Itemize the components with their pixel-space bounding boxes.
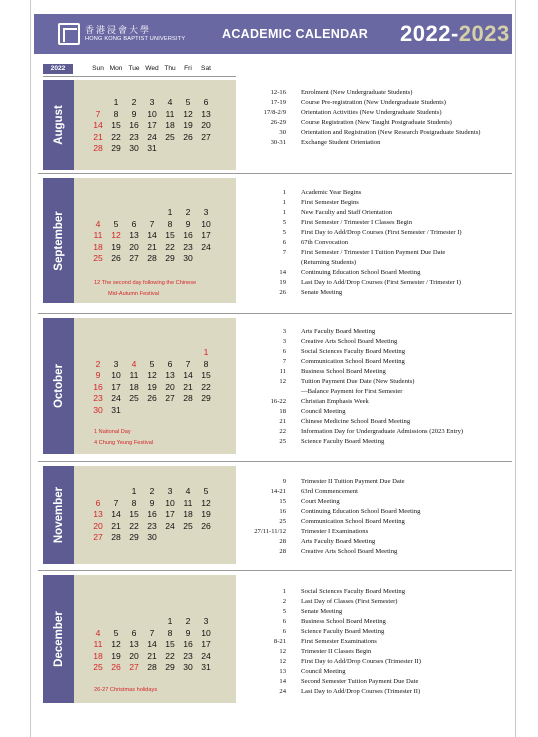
event-date: 12 — [279, 658, 286, 665]
event-description: 67th Convocation — [301, 239, 349, 246]
event-description: Course Registration (New Taught Postgraduate Students) — [301, 119, 452, 126]
event-description: Creative Arts School Board Meeting — [301, 338, 398, 345]
event-description: First Day to Add/Drop Courses (Trimester II) — [301, 658, 421, 665]
calendar-day: 17 — [111, 381, 121, 392]
calendar-day: 15 — [111, 120, 121, 131]
calendar-day: 7 — [149, 627, 155, 638]
calendar-day: 24 — [201, 241, 211, 252]
calendar-day: 29 — [165, 253, 175, 264]
calendar-day: 23 — [129, 131, 139, 142]
event-description: Tuition Payment Due Date (New Students) — [301, 378, 415, 385]
event-description: —Balance Payment for First Semester — [301, 388, 403, 395]
calendar-day: 8 — [167, 627, 173, 638]
calendar-day: 10 — [111, 370, 121, 381]
calendar-day: 11 — [165, 108, 175, 119]
calendar-day: 12 — [147, 370, 157, 381]
calendar-year-tag: 2022 — [43, 64, 73, 74]
calendar-day: 22 — [129, 520, 139, 531]
event-description: Chinese Medicine School Board Meeting — [301, 418, 411, 425]
calendar-day: 12 — [111, 639, 121, 650]
academic-year-end: 2023 — [458, 21, 510, 46]
calendar-day: 17 — [165, 509, 175, 520]
logo-chinese-name: 香港浸會大學 — [85, 26, 152, 36]
calendar-day: 30 — [183, 253, 193, 264]
calendar-day: 26 — [183, 131, 193, 142]
event-date: 12 — [279, 378, 286, 385]
calendar-day: 27 — [93, 532, 103, 543]
calendar-day: 5 — [113, 218, 119, 229]
academic-year — [400, 21, 510, 47]
event-description: Council Meeting — [301, 668, 346, 675]
calendar-day: 1 — [167, 616, 173, 626]
calendar-day: 27 — [129, 253, 139, 264]
weekday-header: Mon — [109, 65, 123, 72]
calendar-day: 10 — [201, 627, 211, 638]
calendar-day: 20 — [93, 520, 103, 531]
calendar-day: 31 — [147, 143, 157, 154]
event-date: 27/11-11/12 — [254, 528, 286, 535]
calendar-day: 29 — [201, 393, 211, 404]
calendar-day: 18 — [93, 241, 103, 252]
calendar-day: 6 — [203, 97, 209, 107]
calendar-day: 14 — [93, 120, 103, 131]
weekday-header: Sun — [92, 65, 104, 72]
month-name: September — [52, 210, 65, 271]
month-label-bar — [43, 575, 74, 703]
calendar-day: 9 — [149, 497, 155, 508]
event-description: Trimester II Classes Begin — [301, 648, 372, 655]
event-description: Communication School Board Meeting — [301, 518, 405, 525]
page-title: ACADEMIC CALENDAR — [222, 27, 369, 41]
calendar-day: 20 — [129, 241, 139, 252]
event-description: Last Day to Add/Drop Courses (Trimester II) — [301, 688, 421, 695]
event-date: 5 — [282, 219, 286, 226]
calendar-day: 22 — [201, 381, 211, 392]
calendar-day: 8 — [131, 497, 137, 508]
calendar-day: 8 — [113, 108, 119, 119]
calendar-day: 4 — [131, 358, 137, 369]
event-description: Arts Faculty Board Meeting — [301, 328, 376, 335]
calendar-day: 30 — [147, 532, 157, 543]
calendar-day: 22 — [165, 241, 175, 252]
event-description: First Semester Examinations — [301, 638, 377, 645]
calendar-day: 25 — [183, 520, 193, 531]
calendar-day: 19 — [111, 241, 121, 252]
calendar-day: 13 — [201, 108, 211, 119]
event-description: Science Faculty Board Meeting — [301, 438, 385, 445]
event-description: Second Semester Tuition Payment Due Date — [301, 678, 419, 685]
calendar-day: 4 — [95, 218, 101, 229]
calendar-day: 12 — [201, 497, 211, 508]
calendar-day: 13 — [93, 509, 103, 520]
calendar-day: 23 — [183, 241, 193, 252]
calendar-day: 6 — [167, 358, 173, 369]
calendar-day: 21 — [147, 650, 157, 661]
calendar-day: 3 — [203, 207, 209, 217]
calendar-day: 26 — [147, 393, 157, 404]
calendar-day: 9 — [185, 218, 191, 229]
holiday-note: 26-27 Christmas holidays — [94, 687, 158, 693]
event-date: 19 — [279, 279, 286, 286]
calendar-day: 25 — [93, 253, 103, 264]
month-separator — [38, 173, 512, 174]
calendar-day: 14 — [147, 230, 157, 241]
header-rule — [43, 76, 236, 77]
calendar-day: 3 — [149, 97, 155, 107]
month-name: November — [52, 486, 65, 544]
event-description: Christian Emphasis Week — [301, 398, 369, 405]
event-description: Academic Year Begins — [301, 189, 362, 196]
calendar-day: 19 — [183, 120, 193, 131]
event-date: 1 — [282, 209, 286, 216]
calendar-day: 15 — [129, 509, 139, 520]
weekday-header: Sat — [201, 65, 211, 72]
event-date: 7 — [282, 249, 286, 256]
event-date: 17-19 — [270, 99, 286, 106]
calendar-day: 1 — [113, 97, 119, 107]
calendar-day: 2 — [149, 486, 155, 496]
event-date: 30 — [279, 129, 286, 136]
event-date: 15 — [279, 498, 286, 505]
calendar-day: 25 — [93, 662, 103, 673]
calendar-day: 23 — [93, 393, 103, 404]
calendar-day: 19 — [201, 509, 211, 520]
event-description: Social Sciences Faculty Board Meeting — [301, 348, 406, 355]
calendar-day: 28 — [93, 143, 103, 154]
calendar-day: 20 — [201, 120, 211, 131]
event-date: 6 — [282, 618, 286, 625]
holiday-note: Mid-Autumn Festival — [108, 291, 159, 297]
event-date: 12-16 — [270, 89, 286, 96]
calendar-day: 23 — [147, 520, 157, 531]
event-date: 26 — [279, 289, 286, 296]
calendar-day: 9 — [185, 627, 191, 638]
event-description: Orientation and Registration (New Research Postgraduate Students) — [301, 129, 481, 136]
calendar-day: 26 — [111, 662, 121, 673]
calendar-day: 31 — [201, 662, 211, 673]
calendar-day: 7 — [95, 108, 101, 119]
event-date: 22 — [279, 428, 286, 435]
event-description: New Faculty and Staff Orientation — [301, 209, 393, 216]
event-date: 17/8-2/9 — [263, 109, 286, 116]
event-description: Arts Faculty Board Meeting — [301, 538, 376, 545]
calendar-day: 21 — [147, 241, 157, 252]
event-date: 5 — [282, 229, 286, 236]
event-description: Senate Meeting — [301, 608, 343, 615]
calendar-day: 29 — [111, 143, 121, 154]
event-description: Continuing Education School Board Meeting — [301, 269, 421, 276]
event-date: 26-29 — [270, 119, 286, 126]
calendar-day: 11 — [183, 497, 193, 508]
calendar-day: 28 — [147, 253, 157, 264]
event-description: Trimester I Examinations — [301, 528, 369, 535]
calendar-day: 15 — [165, 230, 175, 241]
event-date: 16-22 — [270, 398, 286, 405]
calendar-day: 13 — [165, 370, 175, 381]
calendar-day: 23 — [183, 650, 193, 661]
calendar-day: 26 — [111, 253, 121, 264]
calendar-day: 22 — [165, 650, 175, 661]
calendar-day: 21 — [183, 381, 193, 392]
month-separator — [38, 313, 512, 314]
event-date: 6 — [282, 348, 286, 355]
calendar-day: 7 — [149, 218, 155, 229]
calendar-day: 25 — [129, 393, 139, 404]
event-date: 8-21 — [273, 638, 286, 645]
holiday-note: 4 Chung Yeung Festival — [94, 440, 154, 446]
calendar-day: 3 — [203, 616, 209, 626]
calendar-day: 19 — [147, 381, 157, 392]
calendar-day: 29 — [129, 532, 139, 543]
calendar-day: 27 — [201, 131, 211, 142]
event-description: Enrolment (New Undergraduate Students) — [301, 89, 413, 96]
calendar-day: 24 — [111, 393, 121, 404]
calendar-day: 30 — [183, 662, 193, 673]
calendar-day: 2 — [131, 97, 137, 107]
calendar-header — [34, 14, 512, 54]
calendar-day: 19 — [111, 650, 121, 661]
calendar-day: 10 — [165, 497, 175, 508]
event-description: Orientation Activities (New Undergraduate Students) — [301, 109, 442, 116]
event-description: Social Sciences Faculty Board Meeting — [301, 588, 406, 595]
event-description: Senate Meeting — [301, 289, 343, 296]
event-date: 1 — [282, 588, 286, 595]
calendar-day: 8 — [203, 358, 209, 369]
event-date: 14 — [279, 678, 286, 685]
calendar-day: 28 — [111, 532, 121, 543]
holiday-note: 1 National Day — [94, 429, 131, 435]
event-date: 1 — [282, 199, 286, 206]
event-date: 6 — [282, 628, 286, 635]
event-date: 28 — [279, 548, 286, 555]
calendar-day: 14 — [147, 639, 157, 650]
calendar-day: 10 — [201, 218, 211, 229]
event-date: 3 — [282, 328, 286, 335]
event-date: 3 — [282, 338, 286, 345]
event-description: First Semester / Trimester I Tuition Payment Due Date — [301, 249, 446, 256]
event-date: 25 — [279, 438, 286, 445]
event-date: 14-21 — [270, 488, 286, 495]
calendar-day: 5 — [113, 627, 119, 638]
calendar-day: 6 — [131, 627, 137, 638]
event-description: Trimester II Tuition Payment Due Date — [301, 478, 405, 485]
calendar-day: 12 — [183, 108, 193, 119]
event-date: 30-31 — [270, 139, 286, 146]
calendar-day: 29 — [165, 662, 175, 673]
calendar-day: 7 — [113, 497, 119, 508]
calendar-day: 1 — [131, 486, 137, 496]
calendar-day: 2 — [185, 207, 191, 217]
calendar-day: 20 — [165, 381, 175, 392]
calendar-day: 17 — [201, 230, 211, 241]
calendar-day: 20 — [129, 650, 139, 661]
calendar-day: 12 — [111, 230, 121, 241]
calendar-day: 1 — [167, 207, 173, 217]
calendar-day: 18 — [165, 120, 175, 131]
calendar-day: 13 — [129, 230, 139, 241]
event-date: 28 — [279, 538, 286, 545]
calendar-day: 4 — [95, 627, 101, 638]
event-description: Information Day for Undergraduate Admissions (2023 Entry) — [301, 428, 464, 435]
event-description: Last Day to Add/Drop Courses (First Semester / Trimester I) — [301, 279, 461, 286]
event-description: (Returning Students) — [301, 259, 357, 266]
calendar-day: 15 — [201, 370, 211, 381]
calendar-day: 14 — [111, 509, 121, 520]
calendar-day: 27 — [129, 662, 139, 673]
event-description: Business School Board Meeting — [301, 618, 386, 625]
event-description: First Day to Add/Drop Courses (First Semester / Trimester I) — [301, 229, 462, 236]
calendar-day: 11 — [93, 230, 103, 241]
calendar-day: 2 — [95, 358, 101, 369]
logo-english-name: HONG KONG BAPTIST UNIVERSITY — [85, 36, 186, 42]
calendar-day: 16 — [93, 381, 103, 392]
university-logo-icon — [58, 23, 80, 45]
calendar-day: 8 — [167, 218, 173, 229]
event-description: First Semester / Trimester I Classes Begin — [301, 219, 412, 226]
calendar-day: 21 — [111, 520, 121, 531]
event-description: Course Pre-registration (New Undergraduate Students) — [301, 99, 446, 106]
month-name: August — [52, 105, 65, 145]
weekday-header: Wed — [145, 65, 159, 72]
event-description: Exchange Student Orientation — [301, 139, 381, 146]
calendar-day: 2 — [185, 616, 191, 626]
event-description: Last Day of Classes (First Semester) — [301, 598, 398, 605]
calendar-day: 7 — [185, 358, 191, 369]
event-date: 6 — [282, 239, 286, 246]
calendar-day: 13 — [129, 639, 139, 650]
event-description: Continuing Education School Board Meeting — [301, 508, 421, 515]
calendar-day: 14 — [183, 370, 193, 381]
calendar-day: 25 — [165, 131, 175, 142]
event-date: 5 — [282, 608, 286, 615]
calendar-day: 6 — [95, 497, 101, 508]
weekday-header: Thu — [164, 65, 176, 72]
calendar-day: 4 — [185, 486, 191, 496]
calendar-day: 5 — [203, 486, 209, 496]
event-date: 11 — [279, 368, 286, 375]
calendar-day: 16 — [147, 509, 157, 520]
calendar-day: 17 — [147, 120, 157, 131]
event-date: 9 — [282, 478, 286, 485]
month-separator — [38, 570, 512, 571]
calendar-day: 6 — [131, 218, 137, 229]
calendar-day: 30 — [129, 143, 139, 154]
academic-year-start: 2022- — [400, 21, 459, 46]
event-description: Creative Arts School Board Meeting — [301, 548, 398, 555]
calendar-day: 28 — [147, 662, 157, 673]
calendar-day: 31 — [111, 405, 121, 415]
calendar-day: 16 — [183, 639, 193, 650]
weekday-header: Fri — [184, 65, 192, 72]
calendar-day: 24 — [201, 650, 211, 661]
calendar-day: 11 — [93, 639, 103, 650]
calendar-day: 1 — [203, 347, 209, 357]
event-date: 16 — [279, 508, 286, 515]
event-description: Court Meeting — [301, 498, 340, 505]
month-label-bar — [43, 318, 74, 454]
weekday-header: Tue — [128, 65, 140, 72]
event-date: 7 — [282, 358, 286, 365]
event-date: 14 — [279, 269, 286, 276]
calendar-day: 24 — [147, 131, 157, 142]
month-name: December — [52, 611, 65, 667]
calendar-day: 28 — [183, 393, 193, 404]
event-date: 12 — [279, 648, 286, 655]
calendar-day: 16 — [183, 230, 193, 241]
calendar-day: 5 — [185, 97, 191, 107]
calendar-day: 18 — [129, 381, 139, 392]
event-date: 24 — [279, 688, 286, 695]
month-name: October — [52, 363, 65, 409]
event-date: 13 — [279, 668, 286, 675]
calendar-day: 3 — [113, 358, 119, 369]
calendar-day: 27 — [165, 393, 175, 404]
holiday-note: 12 The second day following the Chinese — [94, 280, 197, 286]
event-date: 1 — [282, 189, 286, 196]
calendar-day: 30 — [93, 405, 103, 415]
month-label-bar — [43, 178, 74, 303]
calendar-day: 10 — [147, 108, 157, 119]
calendar-day: 17 — [201, 639, 211, 650]
event-description: Communication School Board Meeting — [301, 358, 405, 365]
event-date: 2 — [282, 598, 286, 605]
month-label-bar — [43, 80, 74, 170]
month-label-bar — [43, 466, 74, 564]
event-description: Science Faculty Board Meeting — [301, 628, 385, 635]
event-description: Business School Board Meeting — [301, 368, 386, 375]
calendar-day: 18 — [183, 509, 193, 520]
event-description: 63rd Commencement — [301, 488, 358, 495]
calendar-day: 9 — [95, 370, 101, 381]
calendar-day: 3 — [167, 486, 173, 496]
month-separator — [38, 461, 512, 462]
calendar-day: 26 — [201, 520, 211, 531]
calendar-day: 21 — [93, 131, 103, 142]
event-date: 25 — [279, 518, 286, 525]
calendar-day: 11 — [129, 370, 139, 381]
event-description: Council Meeting — [301, 408, 346, 415]
event-date: 18 — [279, 408, 286, 415]
event-description: First Semester Begins — [301, 199, 359, 206]
calendar-day: 16 — [129, 120, 139, 131]
calendar-day: 5 — [149, 358, 155, 369]
calendar-day: 22 — [111, 131, 121, 142]
calendar-day: 4 — [167, 97, 173, 107]
calendar-day: 15 — [165, 639, 175, 650]
calendar-day: 18 — [93, 650, 103, 661]
calendar-day: 9 — [131, 108, 137, 119]
event-date: 21 — [279, 418, 286, 425]
calendar-day: 24 — [165, 520, 175, 531]
